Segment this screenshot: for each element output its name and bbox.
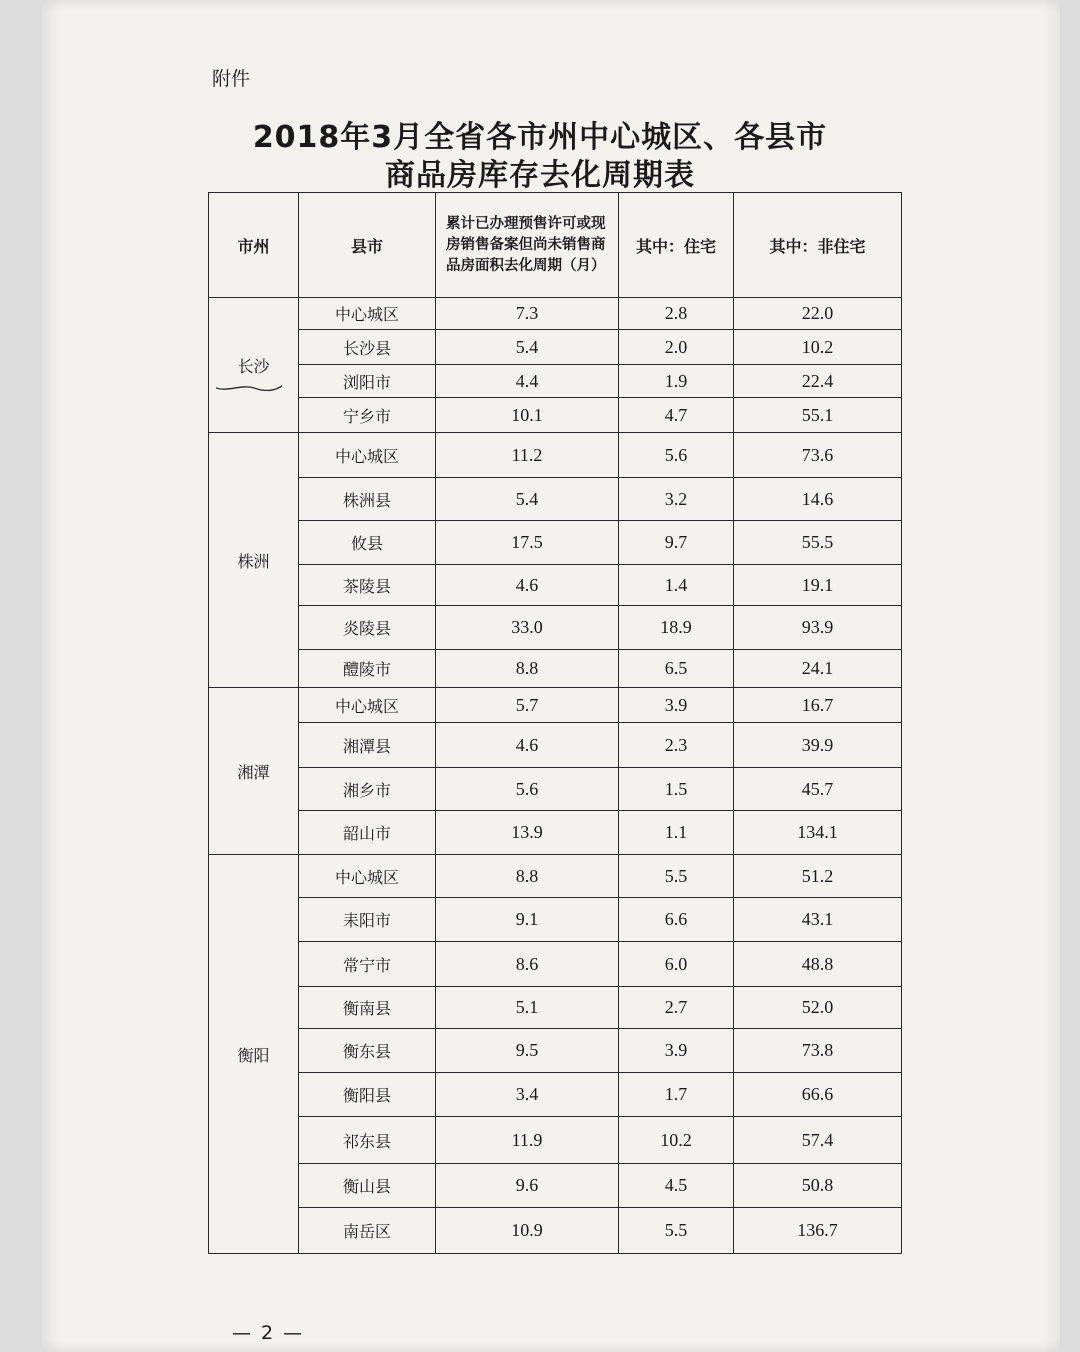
residential-cycle-cell: 4.7	[619, 398, 734, 433]
total-cycle-cell: 4.4	[436, 365, 619, 398]
county-cell: 衡山县	[299, 1164, 436, 1208]
inventory-cycle-table	[208, 192, 902, 1254]
non-residential-cycle-cell: 73.6	[734, 433, 902, 478]
total-cycle-cell: 8.8	[436, 855, 619, 898]
county-cell: 中心城区	[299, 688, 436, 723]
header-residential: 其中：住宅	[619, 193, 734, 298]
residential-cycle-cell: 1.5	[619, 768, 734, 811]
county-cell: 祁东县	[299, 1117, 436, 1164]
non-residential-cycle-cell: 57.4	[734, 1117, 902, 1164]
county-cell: 衡阳县	[299, 1073, 436, 1117]
total-cycle-cell: 9.1	[436, 898, 619, 942]
non-residential-cycle-cell: 48.8	[734, 942, 902, 987]
non-residential-cycle-cell: 43.1	[734, 898, 902, 942]
total-cycle-cell: 9.6	[436, 1164, 619, 1208]
total-cycle-cell: 5.4	[436, 478, 619, 521]
non-residential-cycle-cell: 45.7	[734, 768, 902, 811]
table-row	[209, 855, 902, 898]
county-cell: 南岳区	[299, 1208, 436, 1254]
residential-cycle-cell: 4.5	[619, 1164, 734, 1208]
total-cycle-cell: 11.2	[436, 433, 619, 478]
non-residential-cycle-cell: 55.5	[734, 521, 902, 565]
county-cell: 攸县	[299, 521, 436, 565]
non-residential-cycle-cell: 93.9	[734, 606, 902, 650]
total-cycle-cell: 10.9	[436, 1208, 619, 1254]
non-residential-cycle-cell: 51.2	[734, 855, 902, 898]
residential-cycle-cell: 9.7	[619, 521, 734, 565]
total-cycle-cell: 5.4	[436, 330, 619, 365]
non-residential-cycle-cell: 73.8	[734, 1029, 902, 1073]
total-cycle-cell: 4.6	[436, 565, 619, 606]
residential-cycle-cell: 1.1	[619, 811, 734, 855]
total-cycle-cell: 10.1	[436, 398, 619, 433]
county-cell: 炎陵县	[299, 606, 436, 650]
county-cell: 宁乡市	[299, 398, 436, 433]
total-cycle-cell: 8.6	[436, 942, 619, 987]
residential-cycle-cell: 1.7	[619, 1073, 734, 1117]
non-residential-cycle-cell: 39.9	[734, 723, 902, 768]
city-cell: 长沙	[209, 298, 299, 433]
residential-cycle-cell: 5.6	[619, 433, 734, 478]
residential-cycle-cell: 2.7	[619, 987, 734, 1029]
county-cell: 衡东县	[299, 1029, 436, 1073]
city-cell: 衡阳	[209, 855, 299, 1254]
non-residential-cycle-cell: 10.2	[734, 330, 902, 365]
total-cycle-cell: 3.4	[436, 1073, 619, 1117]
county-cell: 中心城区	[299, 298, 436, 330]
residential-cycle-cell: 6.6	[619, 898, 734, 942]
county-cell: 醴陵市	[299, 650, 436, 688]
table-row	[209, 987, 902, 1029]
residential-cycle-cell: 3.9	[619, 1029, 734, 1073]
county-cell: 株洲县	[299, 478, 436, 521]
header-city: 市州	[209, 193, 299, 298]
residential-cycle-cell: 3.2	[619, 478, 734, 521]
residential-cycle-cell: 10.2	[619, 1117, 734, 1164]
total-cycle-cell: 17.5	[436, 521, 619, 565]
handwritten-underline-mark	[214, 380, 284, 394]
non-residential-cycle-cell: 14.6	[734, 478, 902, 521]
non-residential-cycle-cell: 136.7	[734, 1208, 902, 1254]
table-row	[209, 521, 902, 565]
total-cycle-cell: 8.8	[436, 650, 619, 688]
header-total-cycle: 累计已办理预售许可或现房销售备案但尚未销售商品房面积去化周期（月）	[436, 193, 619, 298]
non-residential-cycle-cell: 24.1	[734, 650, 902, 688]
annex-label: 附件	[212, 68, 251, 90]
total-cycle-cell: 33.0	[436, 606, 619, 650]
table-row	[209, 606, 902, 650]
table-row	[209, 942, 902, 987]
table-row	[209, 768, 902, 811]
county-cell: 韶山市	[299, 811, 436, 855]
header-non-residential: 其中：非住宅	[734, 193, 902, 298]
residential-cycle-cell: 1.9	[619, 365, 734, 398]
page-number: — 2 —	[232, 1322, 305, 1344]
city-cell: 湘潭	[209, 688, 299, 855]
city-cell: 株洲	[209, 433, 299, 688]
table-body	[209, 298, 902, 1254]
table-row	[209, 298, 902, 330]
residential-cycle-cell: 1.4	[619, 565, 734, 606]
total-cycle-cell: 4.6	[436, 723, 619, 768]
table-row	[209, 688, 902, 723]
county-cell: 耒阳市	[299, 898, 436, 942]
non-residential-cycle-cell: 50.8	[734, 1164, 902, 1208]
table-row	[209, 330, 902, 365]
county-cell: 常宁市	[299, 942, 436, 987]
non-residential-cycle-cell: 19.1	[734, 565, 902, 606]
county-cell: 长沙县	[299, 330, 436, 365]
table-row	[209, 1164, 902, 1208]
table-row	[209, 650, 902, 688]
county-cell: 衡南县	[299, 987, 436, 1029]
total-cycle-cell: 7.3	[436, 298, 619, 330]
non-residential-cycle-cell: 22.4	[734, 365, 902, 398]
county-cell: 中心城区	[299, 433, 436, 478]
county-cell: 茶陵县	[299, 565, 436, 606]
header-county: 县市	[299, 193, 436, 298]
county-cell: 湘乡市	[299, 768, 436, 811]
residential-cycle-cell: 2.8	[619, 298, 734, 330]
table-row	[209, 478, 902, 521]
residential-cycle-cell: 3.9	[619, 688, 734, 723]
non-residential-cycle-cell: 134.1	[734, 811, 902, 855]
table-row	[209, 365, 902, 398]
total-cycle-cell: 9.5	[436, 1029, 619, 1073]
table-row	[209, 1208, 902, 1254]
residential-cycle-cell: 6.5	[619, 650, 734, 688]
document-title-line-2: 商品房库存去化周期表	[385, 158, 695, 193]
non-residential-cycle-cell: 55.1	[734, 398, 902, 433]
table-row	[209, 1117, 902, 1164]
total-cycle-cell: 5.1	[436, 987, 619, 1029]
non-residential-cycle-cell: 22.0	[734, 298, 902, 330]
table-row	[209, 398, 902, 433]
county-cell: 浏阳市	[299, 365, 436, 398]
non-residential-cycle-cell: 66.6	[734, 1073, 902, 1117]
residential-cycle-cell: 5.5	[619, 855, 734, 898]
total-cycle-cell: 13.9	[436, 811, 619, 855]
total-cycle-cell: 5.7	[436, 688, 619, 723]
non-residential-cycle-cell: 16.7	[734, 688, 902, 723]
table-row	[209, 1029, 902, 1073]
residential-cycle-cell: 18.9	[619, 606, 734, 650]
table-row	[209, 565, 902, 606]
county-cell: 中心城区	[299, 855, 436, 898]
total-cycle-cell: 11.9	[436, 1117, 619, 1164]
residential-cycle-cell: 6.0	[619, 942, 734, 987]
residential-cycle-cell: 5.5	[619, 1208, 734, 1254]
table-row	[209, 898, 902, 942]
table-row	[209, 433, 902, 478]
county-cell: 湘潭县	[299, 723, 436, 768]
table-row	[209, 723, 902, 768]
non-residential-cycle-cell: 52.0	[734, 987, 902, 1029]
table-header-row	[209, 193, 902, 298]
residential-cycle-cell: 2.0	[619, 330, 734, 365]
document-title-line-1: 2018年3月全省各市州中心城区、各县市	[252, 120, 828, 155]
residential-cycle-cell: 2.3	[619, 723, 734, 768]
total-cycle-cell: 5.6	[436, 768, 619, 811]
table-row	[209, 1073, 902, 1117]
table-row	[209, 811, 902, 855]
